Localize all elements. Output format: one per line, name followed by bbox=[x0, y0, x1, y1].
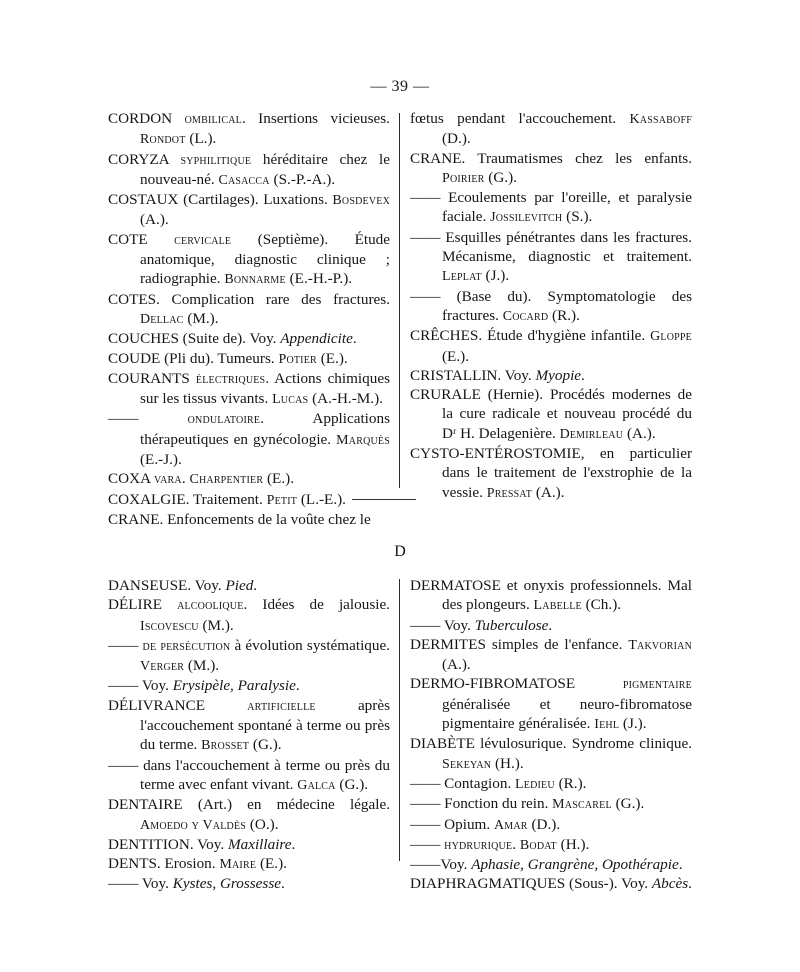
section-separator-rule bbox=[352, 499, 416, 500]
index-entry bbox=[410, 774, 692, 794]
entry-smallcaps-run: Bonnarme bbox=[224, 272, 286, 288]
entry-text-run: (Septième). Étude anatomique, diagnostic clinique ; radiographie. bbox=[140, 230, 391, 288]
index-entry bbox=[410, 228, 692, 287]
entry-text-run: (O.). bbox=[246, 815, 279, 833]
entry-text-run: ——Voy. bbox=[410, 856, 472, 874]
entry-text-run: CRANE. Traumatismes chez les enfants. bbox=[410, 149, 692, 167]
entry-text-run: DERMO-FIBROMATOSE bbox=[410, 675, 623, 693]
index-entry bbox=[108, 150, 390, 191]
entry-text-run: COUDE (Pli du). Tumeurs. bbox=[108, 349, 279, 367]
index-entry bbox=[108, 290, 390, 330]
entry-smallcaps-run: vara bbox=[154, 472, 182, 488]
entry-text-run: CRISTALLIN. Voy. bbox=[410, 366, 536, 384]
index-entry bbox=[108, 369, 390, 410]
entry-text-run: —— Fonction du rein. bbox=[410, 795, 553, 813]
entry-italic-run: Abcès bbox=[651, 875, 689, 893]
index-column-top-right bbox=[410, 109, 692, 503]
entry-smallcaps-run: électriques bbox=[195, 371, 266, 387]
entry-text-run: fœtus pendant l'accouchement. bbox=[410, 110, 630, 127]
entry-text-run: (G.). bbox=[249, 736, 282, 754]
entry-smallcaps-run: Amoedo y Valdès bbox=[140, 817, 247, 833]
entry-text-run: (M.). bbox=[183, 309, 219, 327]
entry-smallcaps-run: Iscovescu bbox=[140, 618, 199, 634]
entry-text-run: héréditaire chez le nouveau-né. bbox=[140, 150, 391, 188]
entry-text-run: COUCHES (Suite de). Voy. bbox=[108, 330, 281, 348]
entry-smallcaps-run: Leplat bbox=[442, 269, 482, 285]
entry-smallcaps-run: Dellac bbox=[140, 311, 184, 327]
index-entry bbox=[108, 595, 390, 636]
entry-text-run: —— bbox=[108, 636, 143, 654]
index-entry bbox=[410, 149, 692, 189]
entry-smallcaps-run: pigmentaire bbox=[622, 677, 692, 693]
index-entry bbox=[410, 835, 692, 855]
entry-text-run: CORDON bbox=[108, 110, 185, 127]
entry-text-run: (M.). bbox=[184, 657, 220, 675]
entry-text-run: DENTAIRE (Art.) en médecine légale. bbox=[108, 796, 390, 814]
entry-text-run: (R.). bbox=[548, 306, 580, 324]
entry-text-run: COTES. Complication rare des fractures. bbox=[108, 290, 390, 308]
index-entry bbox=[410, 674, 692, 734]
page-number: — 39 — bbox=[370, 78, 430, 95]
entry-text-run: COSTAUX (Cartilages). Luxations. bbox=[108, 191, 333, 209]
entry-text-run: . bbox=[181, 470, 190, 488]
entry-smallcaps-run: Bodat bbox=[519, 837, 557, 853]
entry-text-run: . bbox=[253, 577, 258, 594]
index-entry bbox=[108, 795, 390, 835]
entry-text-run: . bbox=[581, 366, 585, 384]
entry-smallcaps-run: Sekeyan bbox=[442, 756, 492, 772]
entry-smallcaps-run: de persécution bbox=[142, 638, 231, 654]
entry-text-run: . bbox=[280, 875, 285, 893]
entry-text-run: COXA bbox=[108, 470, 154, 488]
index-entry bbox=[108, 230, 390, 290]
entry-text-run: DÉLIVRANCE bbox=[108, 696, 248, 714]
entry-text-run: (M.). bbox=[198, 616, 234, 634]
entry-smallcaps-run: alcoolique bbox=[177, 598, 244, 614]
entry-text-run: (G.). bbox=[611, 795, 645, 813]
entry-text-run: CRÊCHES. Étude d'hygiène infantile. bbox=[410, 327, 651, 345]
index-entry bbox=[108, 874, 390, 893]
index-entry bbox=[410, 109, 692, 149]
entry-text-run: —— Esquilles pénétrantes dans les fractures. Mécanisme, diagnostic et traitement. bbox=[410, 228, 692, 266]
entry-smallcaps-run: Labelle bbox=[533, 598, 582, 614]
index-entry bbox=[410, 874, 692, 893]
entry-text-run: —— (Base du). Symptomatologie des fractures. bbox=[410, 287, 692, 324]
entry-text-run: . bbox=[512, 835, 520, 853]
entry-text-run: —— dans l'accouchement à terme ou près du terme avec enfant vivant. bbox=[108, 756, 390, 793]
entry-smallcaps-run: Kassaboff bbox=[629, 112, 692, 127]
index-entry bbox=[108, 510, 390, 529]
index-entry bbox=[108, 190, 390, 230]
entry-text-run: —— Contagion. bbox=[410, 774, 516, 792]
index-entry bbox=[410, 815, 692, 835]
entry-text-run: (A.). bbox=[623, 424, 656, 442]
entry-smallcaps-run: Galca bbox=[297, 777, 336, 793]
entry-text-run: DIABÈTE lévulosurique. Syndrome clinique. bbox=[410, 735, 692, 753]
entry-smallcaps-run: Mascarel bbox=[552, 797, 612, 813]
entry-text-run: (D.). bbox=[442, 130, 471, 148]
index-entry bbox=[108, 469, 390, 489]
entry-smallcaps-run: Lucas bbox=[272, 392, 309, 408]
entry-smallcaps-run: Gloppe bbox=[650, 329, 692, 345]
index-entry bbox=[108, 835, 390, 854]
entry-italic-run: Appendicite bbox=[280, 330, 353, 348]
entry-smallcaps-run: Ledieu bbox=[515, 776, 555, 792]
entry-text-run: DÉLIRE bbox=[108, 596, 178, 614]
entry-text-run: —— Opium. bbox=[410, 815, 494, 833]
entry-text-run: (A.). bbox=[532, 483, 565, 501]
entry-italic-run: Aphasie, Grangrène, Opothérapie bbox=[471, 856, 679, 874]
entry-smallcaps-run: ondulatoire bbox=[187, 412, 261, 428]
entry-smallcaps-run: Cocard bbox=[502, 308, 549, 324]
entry-text-run: —— bbox=[410, 835, 445, 853]
entry-text-run: (R.). bbox=[554, 774, 587, 792]
entry-text-run: à évolution systématique. bbox=[230, 636, 391, 654]
entry-text-run: . bbox=[295, 677, 300, 695]
entry-text-run: —— Ecoulements par l'oreille, et paralysie faciale. bbox=[410, 189, 692, 226]
index-column-bottom-left bbox=[108, 576, 390, 894]
entry-text-run: DERMATOSE et onyxis professionnels. Mal des plongeurs. bbox=[410, 577, 692, 614]
entry-text-run: DENTITION. Voy. bbox=[108, 835, 228, 853]
entry-text-run: généralisée et neuro-fibromatose pigmentaire généralisée. bbox=[442, 695, 692, 733]
entry-text-run: CRANE. Enfoncements de la voûte chez le bbox=[108, 510, 371, 528]
entry-smallcaps-run: Iehl bbox=[594, 717, 620, 733]
entry-smallcaps-run: Rondot bbox=[140, 132, 186, 148]
index-entry bbox=[108, 349, 390, 369]
entry-italic-run: Myopie bbox=[535, 366, 582, 384]
entry-text-run: (G.). bbox=[484, 168, 517, 186]
index-column-bottom-right bbox=[410, 576, 692, 894]
index-entry bbox=[410, 444, 692, 503]
entry-italic-run: Tuberculose bbox=[474, 616, 549, 634]
entry-text-run: (G.). bbox=[335, 775, 369, 793]
index-entry bbox=[108, 854, 390, 874]
entry-text-run: (J.). bbox=[619, 715, 647, 733]
entry-smallcaps-run: Amar bbox=[493, 817, 528, 833]
entry-smallcaps-run: Bosdevex bbox=[332, 193, 390, 209]
column-divider-top bbox=[399, 113, 400, 488]
entry-text-run: (J.). bbox=[481, 267, 510, 285]
entry-text-run: (A.). bbox=[140, 211, 169, 229]
index-entry bbox=[410, 794, 692, 814]
entry-smallcaps-run: Verger bbox=[140, 659, 185, 675]
entry-smallcaps-run: Charpentier bbox=[189, 472, 264, 488]
entry-smallcaps-run: artificielle bbox=[247, 698, 316, 714]
entry-text-run: (E.). bbox=[256, 855, 287, 873]
index-entry bbox=[410, 326, 692, 366]
entry-text-run: COXALGIE. Traitement. bbox=[108, 490, 267, 508]
entry-text-run: après l'accouchement spontané à terme ou près du terme. bbox=[140, 696, 390, 754]
entry-smallcaps-run: ombilical bbox=[184, 112, 242, 127]
entry-text-run: . bbox=[548, 616, 553, 634]
column-divider-bottom bbox=[399, 579, 400, 861]
index-entry bbox=[410, 576, 692, 616]
entry-text-run: (A.-H.-M.). bbox=[308, 390, 383, 408]
entry-text-run: —— Voy. bbox=[108, 875, 173, 893]
entry-smallcaps-run: Demirleau bbox=[559, 426, 624, 442]
entry-text-run: (E.). bbox=[263, 470, 294, 488]
entry-smallcaps-run: Maire bbox=[219, 857, 257, 873]
entry-text-run: (S.). bbox=[562, 208, 593, 226]
index-entry bbox=[410, 734, 692, 774]
index-column-top-left bbox=[108, 109, 390, 529]
entry-text-run: . Idées de jalousie. bbox=[243, 596, 390, 614]
entry-smallcaps-run: syphilitique bbox=[180, 152, 252, 168]
index-entry bbox=[108, 109, 390, 150]
index-entry bbox=[410, 385, 692, 444]
entry-text-run: (E.-J.). bbox=[140, 451, 182, 469]
index-entry bbox=[108, 576, 390, 595]
entry-text-run: (A.). bbox=[442, 656, 471, 674]
entry-text-run: (D.). bbox=[527, 815, 561, 833]
entry-text-run: (L.-E.). bbox=[297, 490, 346, 508]
entry-text-run: (E.). bbox=[442, 347, 469, 365]
entry-text-run: . Applications thérapeutiques en gynécologie. bbox=[140, 410, 390, 448]
entry-smallcaps-run: hydrurique bbox=[444, 837, 513, 853]
entry-text-run: (E.-H.-P.). bbox=[285, 270, 353, 288]
entry-text-run: —— bbox=[108, 410, 188, 428]
entry-text-run: CRURALE (Hernie). Procédés modernes de la cure radicale et nouveau procédé du Dʳ H. Delagenière. bbox=[410, 386, 692, 442]
entry-smallcaps-run: Marquès bbox=[336, 432, 390, 448]
entry-text-run: (E.). bbox=[316, 349, 348, 367]
entry-text-run: DANSEUSE. Voy. bbox=[108, 577, 226, 594]
entry-smallcaps-run: Brosset bbox=[201, 738, 250, 754]
entry-smallcaps-run: Jossilevitch bbox=[490, 210, 563, 226]
index-entry bbox=[108, 409, 390, 469]
entry-text-run: COTE bbox=[108, 230, 175, 248]
entry-text-run: . bbox=[352, 330, 357, 348]
entry-italic-run: Pied bbox=[225, 577, 254, 594]
index-entry bbox=[410, 635, 692, 675]
entry-text-run: (H.). bbox=[556, 835, 590, 853]
index-entry bbox=[410, 188, 692, 228]
index-entry bbox=[108, 696, 390, 756]
index-entry bbox=[108, 490, 390, 510]
entry-text-run: (Ch.). bbox=[581, 596, 622, 614]
entry-italic-run: Kystes, Grossesse bbox=[172, 875, 281, 893]
entry-text-run: CORYZA bbox=[108, 150, 181, 168]
entry-smallcaps-run: cervicale bbox=[174, 232, 232, 248]
entry-text-run: CYSTO-ENTÉROSTOMIE, en particulier dans le traitement de l'exstrophie de la vessie. bbox=[410, 445, 692, 501]
entry-text-run: COURANTS bbox=[108, 369, 196, 387]
entry-smallcaps-run: Takvorian bbox=[628, 637, 692, 653]
index-entry bbox=[108, 676, 390, 695]
entry-text-run: . bbox=[678, 856, 683, 874]
entry-text-run: DENTS. Erosion. bbox=[108, 855, 220, 873]
entry-italic-run: Erysipèle, Paralysie bbox=[172, 677, 296, 695]
index-entry bbox=[108, 756, 390, 796]
entry-text-run: —— Voy. bbox=[410, 616, 475, 634]
index-entry bbox=[108, 329, 390, 348]
index-entry bbox=[410, 855, 692, 874]
entry-smallcaps-run: Casacca bbox=[218, 172, 270, 188]
entry-text-run: . bbox=[291, 835, 296, 853]
entry-text-run: DERMITES simples de l'enfance. bbox=[410, 635, 629, 653]
entry-text-run: (L.). bbox=[185, 130, 217, 148]
entry-smallcaps-run: Pressat bbox=[486, 485, 533, 501]
entry-text-run: . Actions chimiques sur les tissus vivants. bbox=[140, 369, 390, 408]
index-entry bbox=[108, 636, 390, 677]
entry-smallcaps-run: Potier bbox=[278, 351, 317, 367]
entry-text-run: DIAPHRAGMATIQUES (Sous-). Voy. bbox=[410, 875, 652, 893]
entry-text-run: . Insertions vicieuses. bbox=[241, 110, 390, 127]
entry-smallcaps-run: Petit bbox=[266, 492, 298, 508]
index-entry bbox=[410, 616, 692, 635]
entry-text-run: (H.). bbox=[491, 754, 524, 772]
entry-smallcaps-run: Poirier bbox=[442, 170, 485, 186]
entry-text-run: —— Voy. bbox=[108, 677, 173, 695]
entry-text-run: . bbox=[688, 875, 692, 893]
entry-text-run: (S.-P.-A.). bbox=[269, 170, 336, 188]
index-entry bbox=[410, 287, 692, 327]
section-letter-heading: D bbox=[394, 543, 406, 560]
entry-italic-run: Maxillaire bbox=[227, 835, 292, 853]
index-entry bbox=[410, 366, 692, 385]
